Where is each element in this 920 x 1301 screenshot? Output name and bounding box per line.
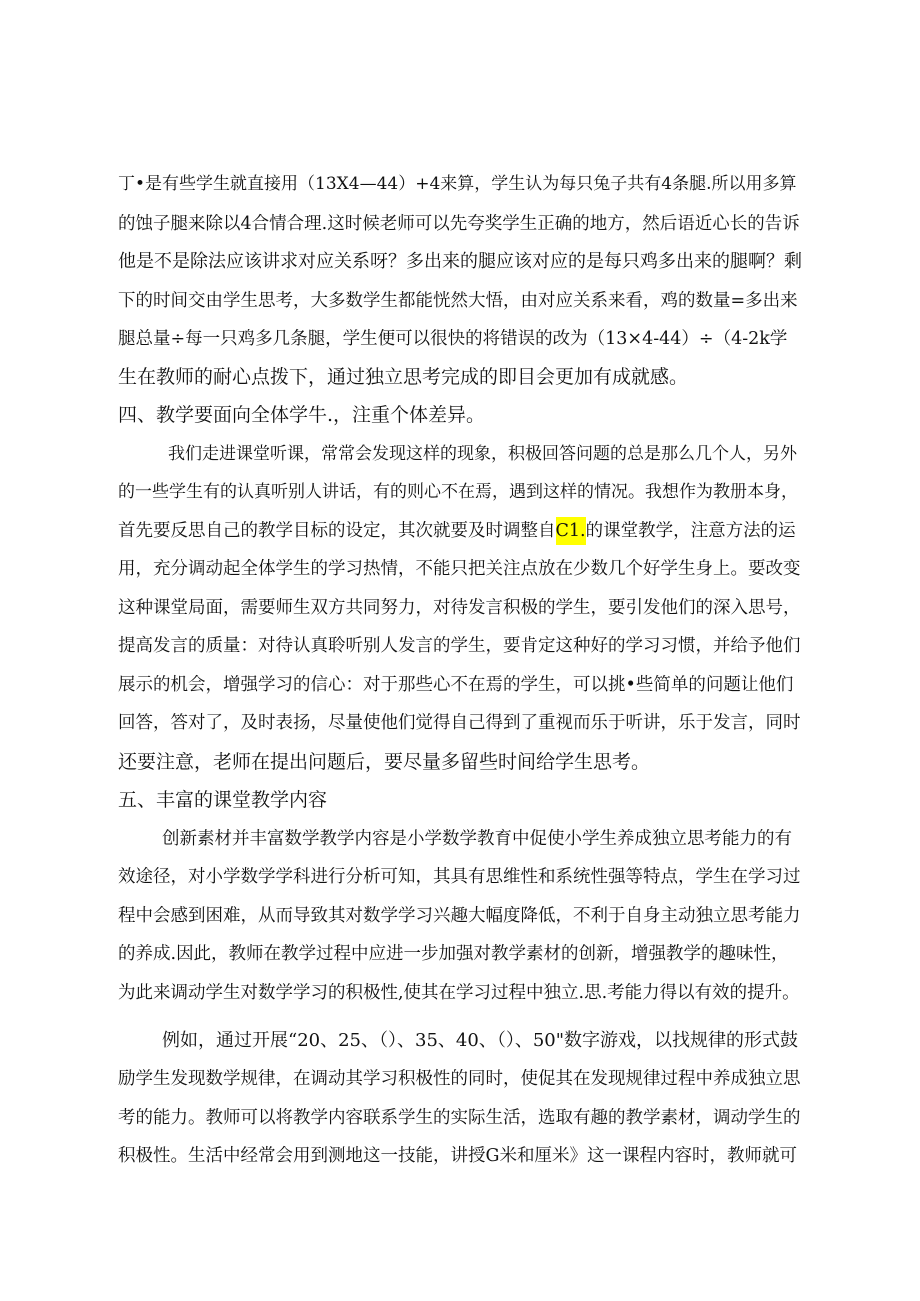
paragraph-4-line-4: 积极性。生活中经常会用到测地这一技能，讲授G米和厘米》这一课程内容时，教师就可	[118, 1146, 797, 1166]
paragraph-4-line-1: 例如，通过开展“20、25、（）、35、40、（）、50"数字游戏，以找规律的形式鼓	[162, 1030, 798, 1051]
paragraph-3-line-4: 的养成.因此，教师在教学过程中应进一步加强对教学素材的创新，增强教学的趣味性，	[118, 944, 789, 964]
paragraph-2-line-3-after: 的课堂教学，注意方法的运	[585, 521, 796, 541]
paragraph-4-line-2: 励学生发现数学规律，在调动其学习积极性的同时，使促其在发现规律过程中养成独立思	[118, 1069, 801, 1089]
paragraph-1-line-3: 他是不是除法应该讲求对应关系呀？多出来的腿应该对应的是每只鸡多出来的腿啊？剩	[118, 251, 802, 272]
paragraph-1-line-4: 下的时间交由学生思考，大多数学生都能恍然大悟，由对应关系来看，鸡的数量=多出来	[118, 291, 798, 311]
paragraph-1-line-6: 生在教师的耐心点拨下，通过独立思考完成的即目会更加有成就感。	[118, 366, 689, 388]
highlighted-text: C1.	[556, 517, 586, 545]
paragraph-2-line-7: 展示的机会，增强学习的信心：对于那些心不在焉的学生，可以挑•些简单的问题让他们	[118, 675, 794, 695]
paragraph-2-line-6: 提高发言的质量：对待认真聆听别人发言的学生，要肯定这种好的学习习惯，并给予他们	[118, 636, 801, 656]
paragraph-2-line-8: 回答，答对了，及时表扬，尽量使他们觉得自己得到了重视而乐于听讲，乐于发言，同时	[118, 713, 801, 733]
paragraph-2-line-2: 的一些学生有的认真听别人讲话，有的则心不在焉，遇到这样的情况。我想作为教册本身，	[118, 482, 798, 502]
paragraph-3-line-2: 效途径，对小学数学学科进行分析可知，其具有思维性和系统性强等特点，学生在学习过	[118, 867, 801, 887]
section-heading-4: 四、教学要面向全体学牛.，注重个体差异。	[118, 404, 486, 426]
paragraph-3-line-1: 创新素材并丰富数学教学内容是小学数学教育中促使小学生养成独立思考能力的有	[162, 829, 792, 849]
paragraph-2-line-5: 这种课堂局面，需要师生双方共同努力，对待发言积极的学生，要引发他们的深入思号，	[118, 598, 801, 618]
paragraph-2-line-1: 我们走进课堂听课，常常会发现这样的现象，积极回答问题的总是那么几个人，另外	[168, 444, 797, 464]
section-heading-5: 五、丰富的课堂教学内容	[118, 789, 328, 811]
paragraph-2-line-3	[118, 519, 796, 543]
paragraph-3-line-5: 为此来调动学生对数学学习的积极性,使其在学习过程中独立.思.考能力得以有效的提升。	[118, 983, 800, 1003]
paragraph-3-line-3: 程中会感到困难，从而导致其对数学学习兴趣大幅度降低，不利于自身主动独立思考能力	[118, 906, 801, 926]
paragraph-2-line-3-before: 首先要反思自己的教学目标的设定，其次就要及时调整自	[118, 521, 556, 541]
paragraph-1-line-1: 丁•是有些学生就直接用（13X4—44）+4来算，学生认为每只兔子共有4条腿.所以用多算	[118, 174, 797, 194]
paragraph-2-line-4: 用，充分调动起全体学生的学习热情，不能只把关注点放在少数几个好学生身上。要改变	[118, 559, 801, 579]
paragraph-1-line-5: 腿总量÷每一只鸡多几条腿，学生便可以很快的将错误的改为（13×4-44）÷（4-2k学	[118, 329, 788, 349]
paragraph-1-line-2: 的蚀子腿来除以4合情合理.这时候老师可以先夸奖学生正确的地方，然后语近心长的告诉	[118, 214, 800, 234]
paragraph-4-line-3: 考的能力。教师可以将教学内容联系学生的实际生活，选取有趣的教学素材，调动学生的	[118, 1108, 801, 1128]
paragraph-2-line-9: 还要注意，老师在提出问题后，要尽量多留些时间给学生思考。	[118, 751, 651, 773]
